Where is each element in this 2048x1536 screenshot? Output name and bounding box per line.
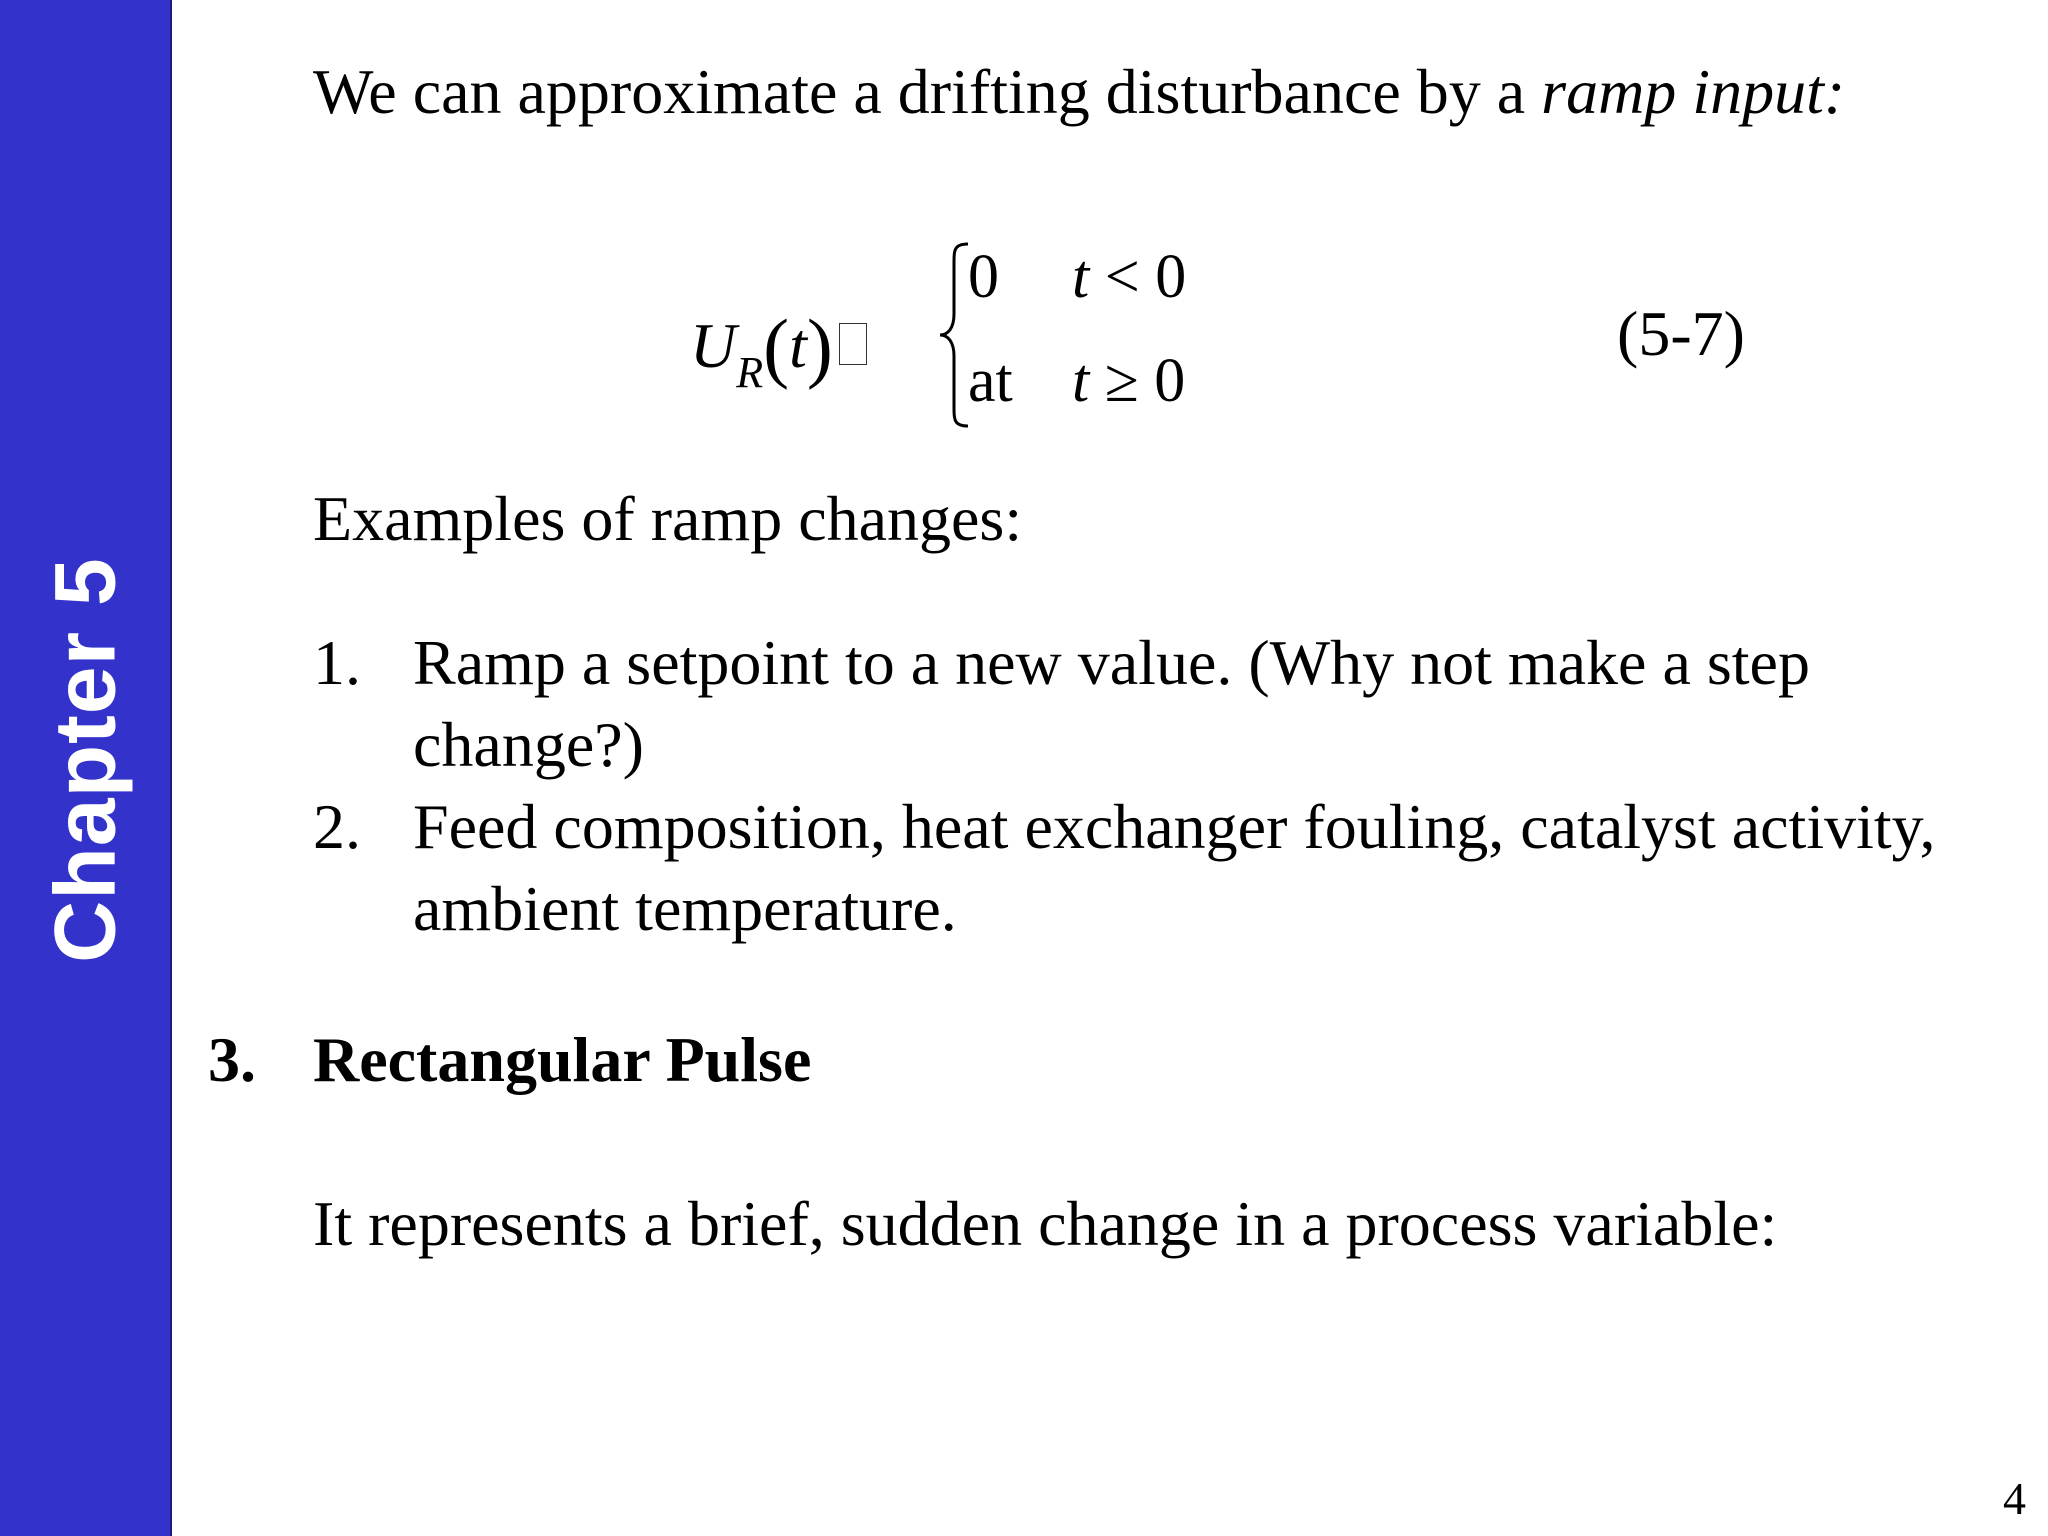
intro-emphasis: ramp input:	[1541, 56, 1846, 127]
case-1-var: t	[1072, 243, 1090, 311]
examples-heading: Examples of ramp changes:	[313, 483, 1023, 554]
intro-sentence	[313, 56, 1846, 127]
list-item-number: 2.	[313, 791, 361, 862]
list-item-text: Feed composition, heat exchanger fouling, catalyst activity, ambient temperature.	[413, 791, 1936, 944]
equation-symbol: U	[690, 310, 737, 381]
case-2-var: t	[1072, 347, 1090, 415]
section-number: 3.	[208, 1024, 256, 1095]
case-2-value: at	[968, 347, 1013, 415]
list-item-text: Ramp a setpoint to a new value. (Why not make a step change?)	[413, 627, 1810, 780]
missing-glyph-box	[839, 323, 867, 365]
case-2-condition	[1072, 347, 1186, 415]
case-1-condition	[1072, 243, 1187, 311]
page-number: 4	[2003, 1473, 2026, 1524]
equation-argument: t	[789, 310, 807, 381]
left-paren: (	[763, 303, 790, 390]
intro-text: We can approximate a drifting disturbance by a	[313, 56, 1542, 127]
chapter-label: Chapter 5	[37, 557, 134, 963]
case-1-value: 0	[968, 243, 999, 311]
section-title: Rectangular Pulse	[313, 1024, 812, 1095]
chapter-sidebar	[0, 0, 172, 1536]
case-1-relation: < 0	[1104, 243, 1187, 311]
right-paren: )	[806, 303, 833, 390]
equation-lhs	[690, 302, 867, 397]
ramp-equation	[690, 240, 1790, 440]
case-2-relation: ≥ 0	[1104, 347, 1186, 415]
equation-number: (5-7)	[1617, 298, 1745, 369]
pulse-description: It represents a brief, sudden change in a process variable:	[313, 1188, 1778, 1259]
equation-subscript: R	[736, 348, 764, 397]
list-item-number: 1.	[313, 627, 361, 698]
